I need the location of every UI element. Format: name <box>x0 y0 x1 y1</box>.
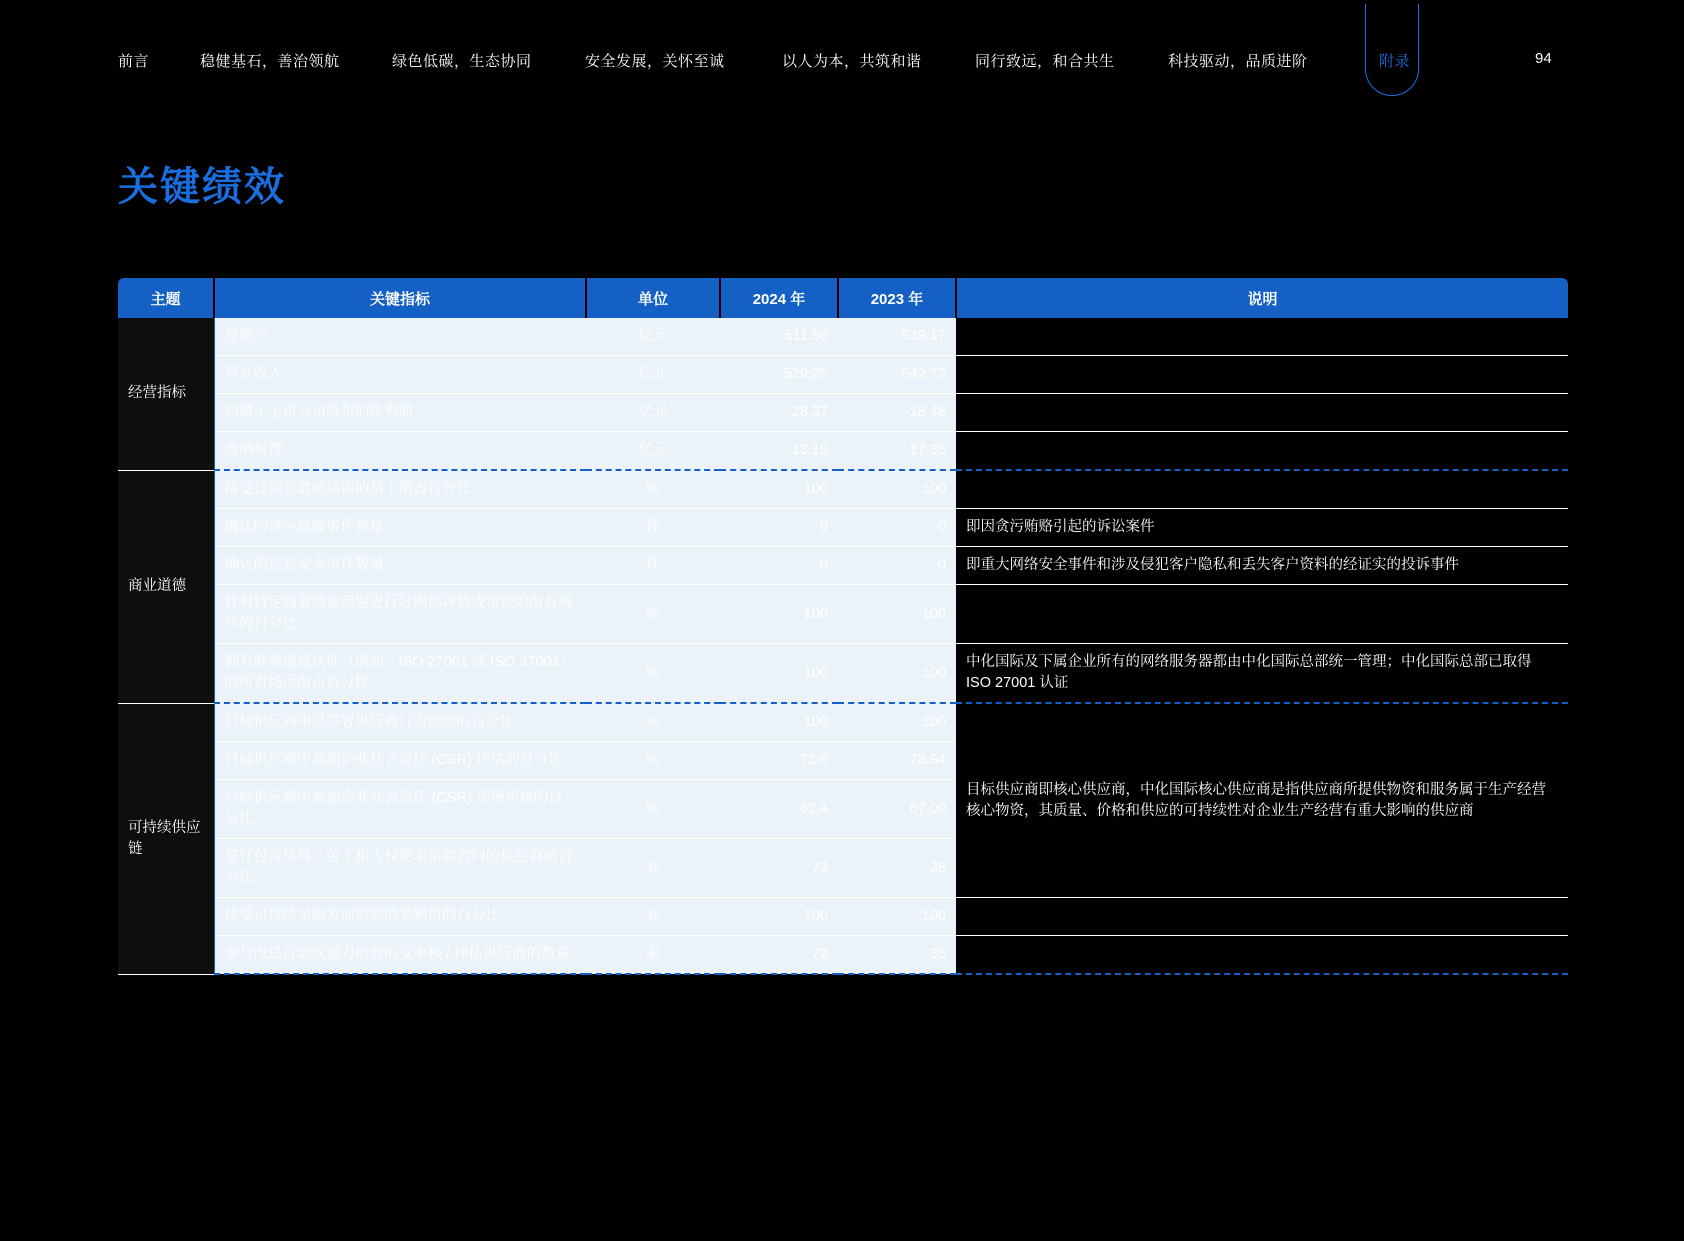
indicator-cell: 确认的贪污腐败事件数量 <box>214 509 586 547</box>
value-2023-cell: 100 <box>838 644 956 704</box>
value-2023-cell: 17.35 <box>838 432 956 471</box>
value-2024-cell: 529.25 <box>720 356 838 394</box>
unit-cell: % <box>586 780 720 839</box>
value-2024-cell: 100 <box>720 898 838 936</box>
unit-cell: % <box>586 644 720 704</box>
indicator-cell: 营业收入 <box>214 356 586 394</box>
unit-cell: % <box>586 703 720 742</box>
value-2024-cell: 511.56 <box>720 318 838 356</box>
nav-item-2[interactable]: 绿色低碳，生态协同 <box>392 53 532 70</box>
table-body <box>118 318 1568 974</box>
unit-cell: % <box>586 470 720 509</box>
value-2024-cell: 0 <box>720 547 838 585</box>
key-performance-table <box>118 278 1568 975</box>
note-cell <box>956 356 1568 394</box>
header-note: 说明 <box>956 278 1568 318</box>
unit-cell: 家 <box>586 936 720 975</box>
nav-item-label: 附录 <box>1379 53 1411 70</box>
indicator-cell: 针对特定商业道德问题进行过内部评估或审查的所有场所的百分比 <box>214 585 586 644</box>
indicator-cell: 接受可持续采购方面培训的采购员的百分比 <box>214 898 586 936</box>
page-number: 94 <box>1535 50 1552 67</box>
note-cell <box>956 394 1568 432</box>
table-row <box>118 470 1568 509</box>
value-2023-cell: 542.72 <box>838 356 956 394</box>
table-header-row <box>118 278 1568 318</box>
value-2024-cell: 100 <box>720 644 838 704</box>
note-cell <box>956 432 1568 471</box>
header-unit: 单位 <box>586 278 720 318</box>
indicator-cell: 缴纳税费 <box>214 432 586 471</box>
indicator-cell: 确认的信息安全事件数量 <box>214 547 586 585</box>
value-2023-cell: 100 <box>838 470 956 509</box>
nav-item-6[interactable]: 科技驱动，品质进阶 <box>1168 53 1308 70</box>
table-row <box>118 644 1568 704</box>
unit-cell: 亿元 <box>586 394 720 432</box>
value-2023-cell: 100 <box>838 585 956 644</box>
table-row <box>118 394 1568 432</box>
value-2023-cell: 67.09 <box>838 780 956 839</box>
value-2024-cell: 100 <box>720 470 838 509</box>
value-2023-cell: 100 <box>838 898 956 936</box>
page-title: 关键绩效 <box>118 165 286 209</box>
unit-cell: % <box>586 742 720 780</box>
note-cell: 即因贪污贿赂引起的诉讼案件 <box>956 509 1568 547</box>
note-cell <box>956 898 1568 936</box>
header-2023: 2023 年 <box>838 278 956 318</box>
theme-cell: 可持续供应链 <box>118 703 214 974</box>
value-2024-cell: -28.37 <box>720 394 838 432</box>
indicator-cell: 参与改进行动或能力培养的受审核 / 评估供应商的数量 <box>214 936 586 975</box>
note-cell <box>956 936 1568 975</box>
value-2024-cell: 72 <box>720 839 838 898</box>
theme-cell: 经营指标 <box>118 318 214 470</box>
value-2024-cell: 0 <box>720 509 838 547</box>
unit-cell: % <box>586 898 720 936</box>
indicator-cell: 目标供应商中参加企业社会责任 (CSR) 现场审核的百分比 <box>214 780 586 839</box>
value-2023-cell: 100 <box>838 703 956 742</box>
header-2024: 2024 年 <box>720 278 838 318</box>
value-2024-cell: 13.15 <box>720 432 838 471</box>
value-2024-cell: 100 <box>720 703 838 742</box>
table-row <box>118 356 1568 394</box>
value-2024-cell: 72 <box>720 936 838 975</box>
value-2024-cell: 100 <box>720 585 838 644</box>
note-cell: 中化国际及下属企业所有的网络服务器都由中化国际总部统一管理；中化国际总部已取得 ISO 27001 认证 <box>956 644 1568 704</box>
nav-item-3[interactable]: 安全发展，关怀至诚 <box>585 53 725 70</box>
nav-item-1[interactable]: 稳健基石，善治领航 <box>200 53 340 70</box>
value-2023-cell: -18.48 <box>838 394 956 432</box>
value-2023-cell: 28 <box>838 839 956 898</box>
active-nav-pill-outline <box>1365 4 1419 96</box>
value-2024-cell: 62.4 <box>720 780 838 839</box>
table-row <box>118 703 1568 742</box>
value-2023-cell: 0 <box>838 509 956 547</box>
table-row <box>118 432 1568 471</box>
value-2023-cell: 78.94 <box>838 742 956 780</box>
table-row <box>118 936 1568 975</box>
value-2024-cell: 72.6 <box>720 742 838 780</box>
unit-cell: 亿元 <box>586 356 720 394</box>
table-row <box>118 547 1568 585</box>
indicator-cell: 接受过商业道德培训的员工所占百分比 <box>214 470 586 509</box>
unit-cell: % <box>586 839 720 898</box>
nav-item-7[interactable] <box>1363 44 1426 77</box>
indicator-cell: 归属于上市公司股东的净利润 <box>214 394 586 432</box>
note-cell <box>956 318 1568 356</box>
indicator-cell: 拥有商业道德认证（例如，ISO 27001 或 ISO 37001）的所有场所所占百分比 <box>214 644 586 704</box>
indicator-cell: 目标供应商中已签署供应商行为准则的百分比 <box>214 703 586 742</box>
unit-cell: 件 <box>586 509 720 547</box>
nav-item-0[interactable]: 前言 <box>118 53 150 70</box>
unit-cell: % <box>586 585 720 644</box>
theme-cell: 商业道德 <box>118 470 214 703</box>
value-2023-cell: 35 <box>838 936 956 975</box>
table-row <box>118 585 1568 644</box>
value-2023-cell: 0 <box>838 547 956 585</box>
key-performance-table-wrapper <box>118 278 1568 975</box>
unit-cell: 件 <box>586 547 720 585</box>
indicator-cell: 目标供应商中参加企业社会责任 (CSR) 评估的百分比 <box>214 742 586 780</box>
header-theme: 主题 <box>118 278 214 318</box>
note-cell: 即重大网络安全事件和涉及侵犯客户隐私和丢失客户资料的经证实的投诉事件 <box>956 547 1568 585</box>
table-row <box>118 318 1568 356</box>
table-row <box>118 509 1568 547</box>
indicator-cell: 总资产 <box>214 318 586 356</box>
header-indicator: 关键指标 <box>214 278 586 318</box>
note-cell <box>956 585 1568 644</box>
top-navigation <box>0 40 1684 82</box>
note-cell: 目标供应商即核心供应商，中化国际核心供应商是指供应商所提供物资和服务属于生产经营核心物资，其质量、价格和供应的可持续性对企业生产经营有重大影响的供应商 <box>956 703 1568 898</box>
nav-item-5[interactable]: 同行致远，和合共生 <box>975 53 1115 70</box>
note-cell <box>956 470 1568 509</box>
table-row <box>118 898 1568 936</box>
indicator-cell: 签订包含环境、劳工和人权要求条款合同的供应商的百分比 <box>214 839 586 898</box>
value-2023-cell: 539.17 <box>838 318 956 356</box>
unit-cell: 亿元 <box>586 432 720 471</box>
nav-item-4[interactable]: 以人为本，共筑和谐 <box>782 53 922 70</box>
unit-cell: 亿元 <box>586 318 720 356</box>
